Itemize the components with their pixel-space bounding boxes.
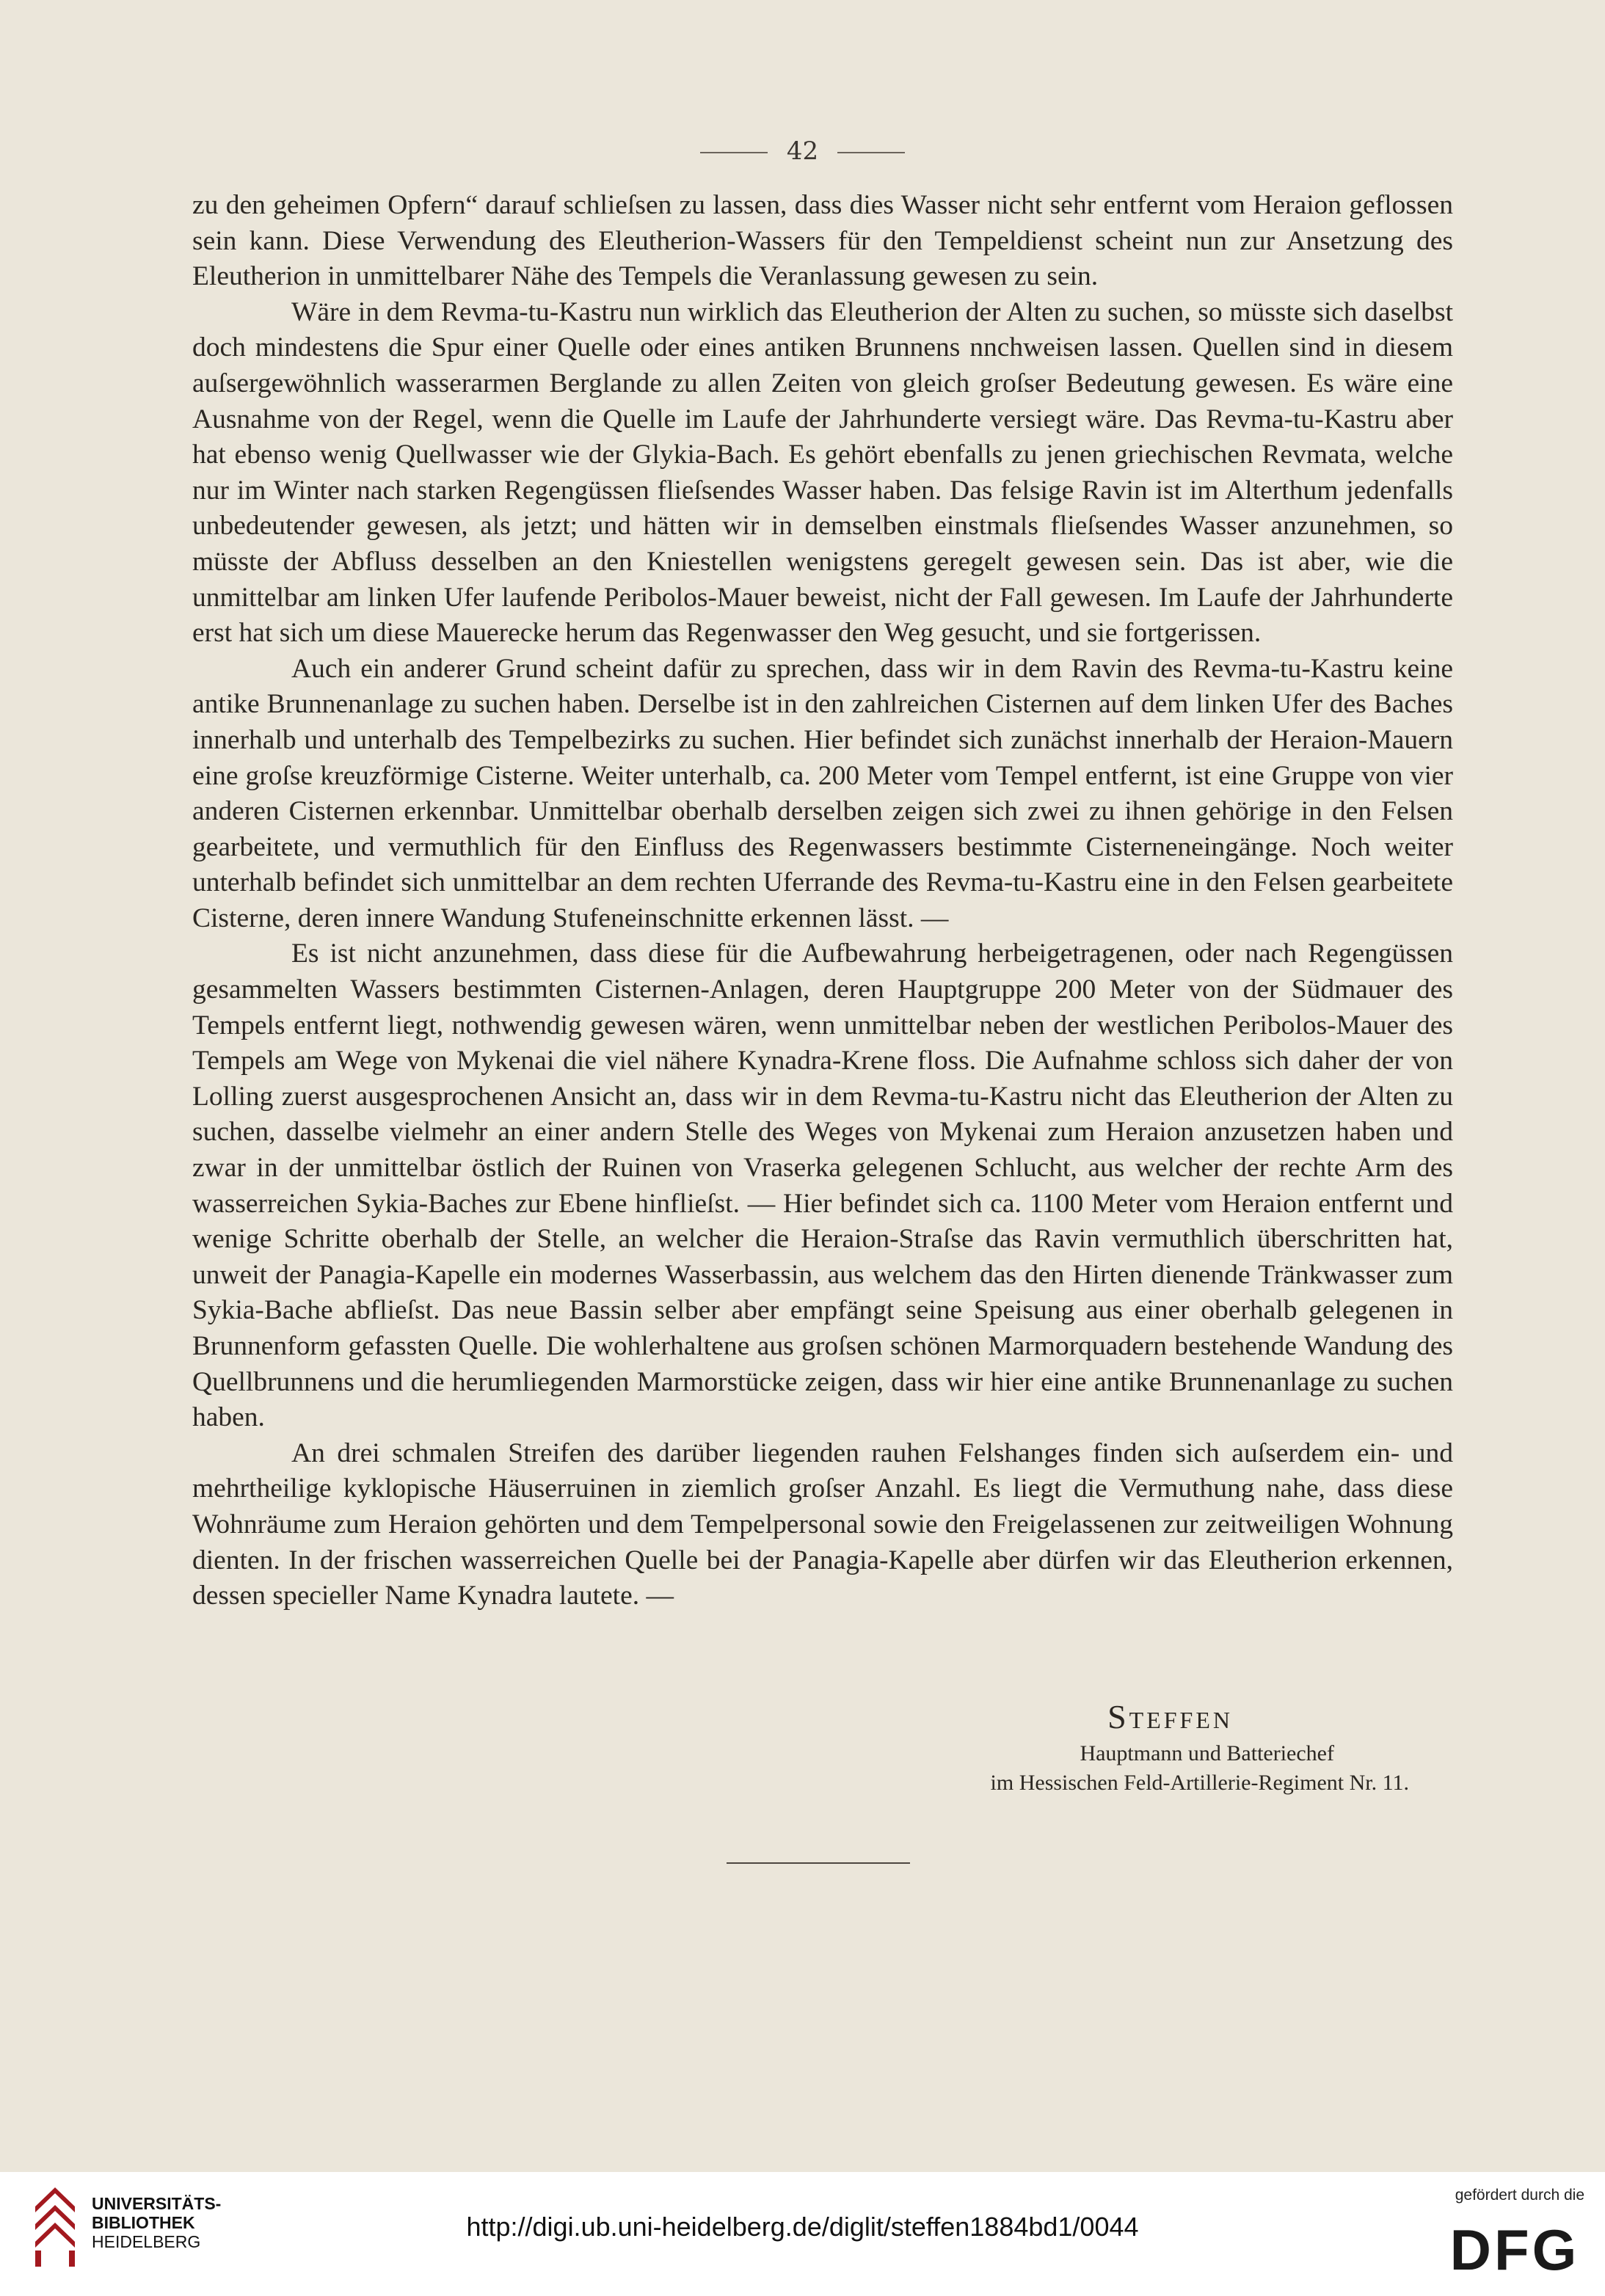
paragraph: zu den geheimen Opfern“ darauf schlieſsen zu lassen, dass dies Wasser nicht sehr entfernt vom Heraion geflossen sein kann. Diese Verwendung des Eleutherion-Wassers für den Tempeldienst scheint nun zur Ansetzung des Eleutherion in unmittelbarer Nähe des Tempels die Veranlassung gewesen zu sein. <box>192 190 1453 292</box>
closing-rule <box>727 1862 910 1864</box>
author-signature <box>734 1695 1453 1798</box>
paragraph: Wäre in dem Revma-tu-Kastru nun wirklich das Eleutherion der Alten zu suchen, so müsste sich daselbst doch mindestens die Spur einer Quelle oder eines antiken Brunnens nnchweisen lassen. Quellen sind in diesem auſsergewöhnlich wasserarmen Berglande zu allen Zeiten von gleich groſser Bedeutung gewesen. Es wäre eine Ausnahme von der Regel, wenn die Quelle im Laufe der Jahrhunderte versiegt wäre. Das Revma-tu-Kastru aber hat ebenso wenig Quellwasser wie der Glykia-Bach. Es gehört ebenfalls zu jenen griechischen Revmata, welche nur im Winter nach starken Regengüssen flieſsendes Wasser haben. Das felsige Ravin ist im Alterthum jedenfalls unbedeutender gewesen, als jetzt; und hätten wir in demselben einstmals flieſsendes Wasser anzunehmen, so müsste der Abfluss desselben an den Kniestellen wenigstens geregelt gewesen sein. Das ist aber, wie die unmittelbar am linken Ufer laufende Peribolos-Mauer beweist, nicht der Fall gewesen. Im Laufe der Jahrhunderte erst hat sich um diese Mauerecke herum das Regenwasser den Weg gesucht, und sie fortgerissen. <box>192 296 1453 649</box>
paragraph: Es ist nicht anzunehmen, dass diese für die Aufbewahrung herbeigetragenen, oder nach Regengüssen gesammelten Wassers bestimmten Cisternen-Anlagen, deren Hauptgruppe 200 Meter von der Südmauer des Tempels entfernt liegt, nothwendig gewesen wären, wenn unmittelbar neben der westlichen Peribolos-Mauer des Tempels am Wege von Mykenai die viel nähere Kynadra-Krene floss. Die Aufnahme schloss sich daher der von Lolling zuerst ausgesprochenen Ansicht an, dass wir in dem Revma-tu-Kastru nicht das Eleutherion der Alten zu suchen, dasselbe vielmehr an einer andern Stelle des Weges von Mykenai zum Heraion anzusetzen haben und zwar in der unmittelbar östlich der Ruinen von Vraserka gelegenen Schlucht, aus welcher der rechte Arm des wasserreichen Sykia-Baches zur Ebene hinflieſst. — Hier befindet sich ca. 1100 Meter vom Heraion entfernt und wenige Schritte oberhalb der Stelle, an welcher die Heraion-Straſse das Ravin vermuthlich überschritten hat, unweit der Panagia-Kapelle ein modernes Wasserbassin, aus welchem das den Hirten dienende Tränkwasser zum Sykia-Bache abflieſst. Das neue Bassin selber aber empfängt seine Speisung aus einer oberhalb gelegenen in Brunnenform gefassten Quelle. Die wohlerhaltene aus groſsen schönen Marmorquadern bestehende Wandung des Quellbrunnens und die herumliegenden Marmorstücke zeigen, dass wir hier eine antike Brunnenanlage zu suchen haben. <box>192 939 1453 1433</box>
institution-line: BIBLIOTHEK <box>92 2213 195 2232</box>
paragraph: Auch ein anderer Grund scheint dafür zu sprechen, dass wir in dem Ravin des Revma-tu-Kastru keine antike Brunnenanlage zu suchen haben. Derselbe ist in den zahlreichen Cisternen auf dem linken Ufer des Baches innerhalb und unterhalb des Tempelbezirks zu suchen. Hier befindet sich zunächst innerhalb der Heraion-Mauern eine groſse kreuzförmige Cisterne. Weiter unterhalb, ca. 200 Meter vom Tempel entfernt, ist eine Gruppe von vier anderen Cisternen erkennbar. Unmittelbar oberhalb derselben zeigen sich zwei zu ihnen gehörige in den Felsen gearbeitete, und vermuthlich für den Einfluss des Regenwassers bestimmte Cisterneneingänge. Noch weiter unterhalb befindet sich unmittelbar an dem rechten Uferrande des Revma-tu-Kastru eine in den Felsen gearbeitete Cisterne, deren innere Wandung Stufeneinschnitte erkennen lässt. — <box>192 653 1453 933</box>
page-number: 42 <box>786 136 819 166</box>
author-rank: Hauptmann und Batteriechef <box>1080 1741 1334 1765</box>
author-name: Steffen <box>1107 1698 1233 1735</box>
institution-line: HEIDELBERG <box>92 2232 201 2251</box>
paragraph: An drei schmalen Streifen des darüber liegenden rauhen Felshanges finden sich auſserdem ein- und mehrtheilige kyklopische Häuserruinen in ziemlich groſser Anzahl. Es liegt die Vermuthung nahe, dass diese Wohnräume zum Heraion gehörten und dem Tempelpersonal sowie den Freigelassenen zur zeitweiligen Wohnung dienten. In der frischen wasserreichen Quelle bei der Panagia-Kapelle aber dürfen wir das Eleutherion erkennen, dessen specieller Name Kynadra lautete. — <box>192 1437 1453 1611</box>
funder-label: gefördert durch die <box>1455 2187 1584 2204</box>
author-regiment: im Hessischen Feld-Artillerie-Regiment Nr. 11. <box>990 1771 1409 1795</box>
header-rule-left <box>700 152 768 153</box>
institution-line: UNIVERSITÄTS- <box>92 2194 222 2213</box>
header-rule-right <box>837 152 905 153</box>
dfg-logo-text: DFG <box>1449 2220 1580 2277</box>
permalink-url[interactable]: http://digi.ub.uni-heidelberg.de/diglit/steffen1884bd1/0044 <box>466 2212 1139 2242</box>
page-number-header <box>0 136 1605 166</box>
body-text <box>192 188 1453 1614</box>
dfg-logo-icon <box>1445 2220 1584 2277</box>
